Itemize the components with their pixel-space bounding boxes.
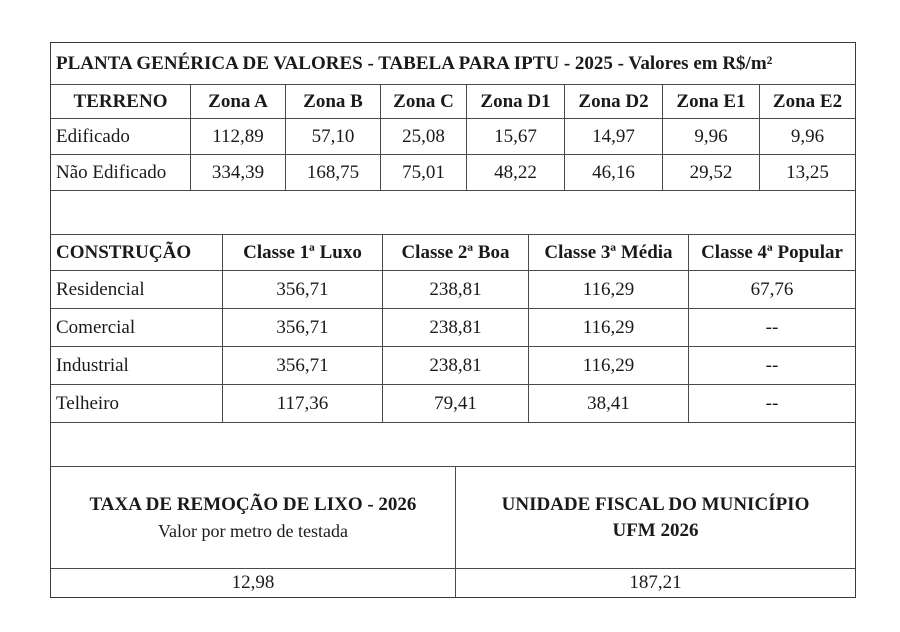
value-cell: -- [765, 354, 779, 376]
value-cell: 238,81 [383, 347, 529, 384]
value-cell: 29,52 [663, 155, 760, 190]
zona-b-header: Zona B [286, 85, 381, 118]
ufm-value: 187,21 [629, 572, 682, 593]
value-cell: 79,41 [383, 385, 529, 422]
zona-e2-header: Zona E2 [772, 90, 843, 112]
terreno-header-label: TERRENO [51, 85, 191, 118]
value-cell: 168,75 [286, 155, 381, 190]
table-row [51, 155, 855, 191]
value-cell: 116,29 [529, 347, 689, 384]
row-label: Industrial [51, 347, 223, 384]
value-cell: 48,22 [467, 155, 565, 190]
terreno-header-row [51, 85, 855, 119]
zona-d1-header: Zona D1 [467, 85, 565, 118]
zona-a-header: Zona A [191, 85, 286, 118]
taxa-lixo-header [51, 467, 456, 568]
value-cell: 38,41 [529, 385, 689, 422]
value-cell: 9,96 [663, 119, 760, 154]
zona-d2-header: Zona D2 [565, 85, 663, 118]
value-cell: -- [765, 316, 779, 338]
ufm-header [456, 467, 855, 568]
spacer-row [51, 423, 855, 467]
zona-e1-header: Zona E1 [663, 85, 760, 118]
value-cell: 112,89 [191, 119, 286, 154]
spacer-row [51, 191, 855, 235]
value-cell: 334,39 [191, 155, 286, 190]
value-cell: 356,71 [223, 309, 383, 346]
row-label: Não Edificado [51, 155, 191, 190]
taxa-lixo-subtitle: Valor por metro de testada [158, 520, 348, 541]
bottom-header-row [51, 467, 855, 569]
table-row [51, 119, 855, 155]
taxa-lixo-value: 12,98 [51, 569, 456, 597]
value-cell: 14,97 [565, 119, 663, 154]
table-row [51, 271, 855, 309]
classe-2-header: Classe 2ª Boa [383, 235, 529, 270]
value-cell: 25,08 [381, 119, 467, 154]
zona-c-header: Zona C [381, 85, 467, 118]
row-label: Residencial [51, 271, 223, 308]
value-cell: 13,25 [786, 161, 829, 183]
value-cell: 356,71 [223, 271, 383, 308]
table-row [51, 347, 855, 385]
value-cell: -- [765, 392, 779, 414]
value-cell: 9,96 [790, 125, 825, 147]
value-cell: 46,16 [565, 155, 663, 190]
row-label: Comercial [51, 309, 223, 346]
bottom-value-row [51, 569, 855, 597]
row-label: Telheiro [51, 385, 223, 422]
value-cell: 117,36 [223, 385, 383, 422]
taxa-lixo-title: TAXA DE REMOÇÃO DE LIXO - 2026 [89, 493, 417, 515]
table-row [51, 385, 855, 423]
ufm-subtitle: UFM 2026 [612, 519, 699, 541]
classe-3-header: Classe 3ª Média [529, 235, 689, 270]
value-cell: 57,10 [286, 119, 381, 154]
classe-1-header: Classe 1ª Luxo [223, 235, 383, 270]
table-row [51, 309, 855, 347]
value-cell: 238,81 [383, 309, 529, 346]
value-cell: 67,76 [750, 278, 794, 300]
value-cell: 238,81 [383, 271, 529, 308]
title-row [51, 43, 855, 85]
value-cell: 116,29 [529, 271, 689, 308]
row-label: Edificado [51, 119, 191, 154]
value-cell: 356,71 [223, 347, 383, 384]
iptu-value-table [50, 42, 856, 598]
value-cell: 15,67 [467, 119, 565, 154]
table-title: PLANTA GENÉRICA DE VALORES - TABELA PARA IPTU - 2025 - Valores em R$/m² [56, 52, 773, 74]
construcao-header-row [51, 235, 855, 271]
classe-4-header: Classe 4ª Popular [701, 241, 843, 263]
ufm-title: UNIDADE FISCAL DO MUNICÍPIO [501, 493, 810, 515]
construcao-header-label: CONSTRUÇÃO [51, 235, 223, 270]
value-cell: 75,01 [381, 155, 467, 190]
value-cell: 116,29 [529, 309, 689, 346]
